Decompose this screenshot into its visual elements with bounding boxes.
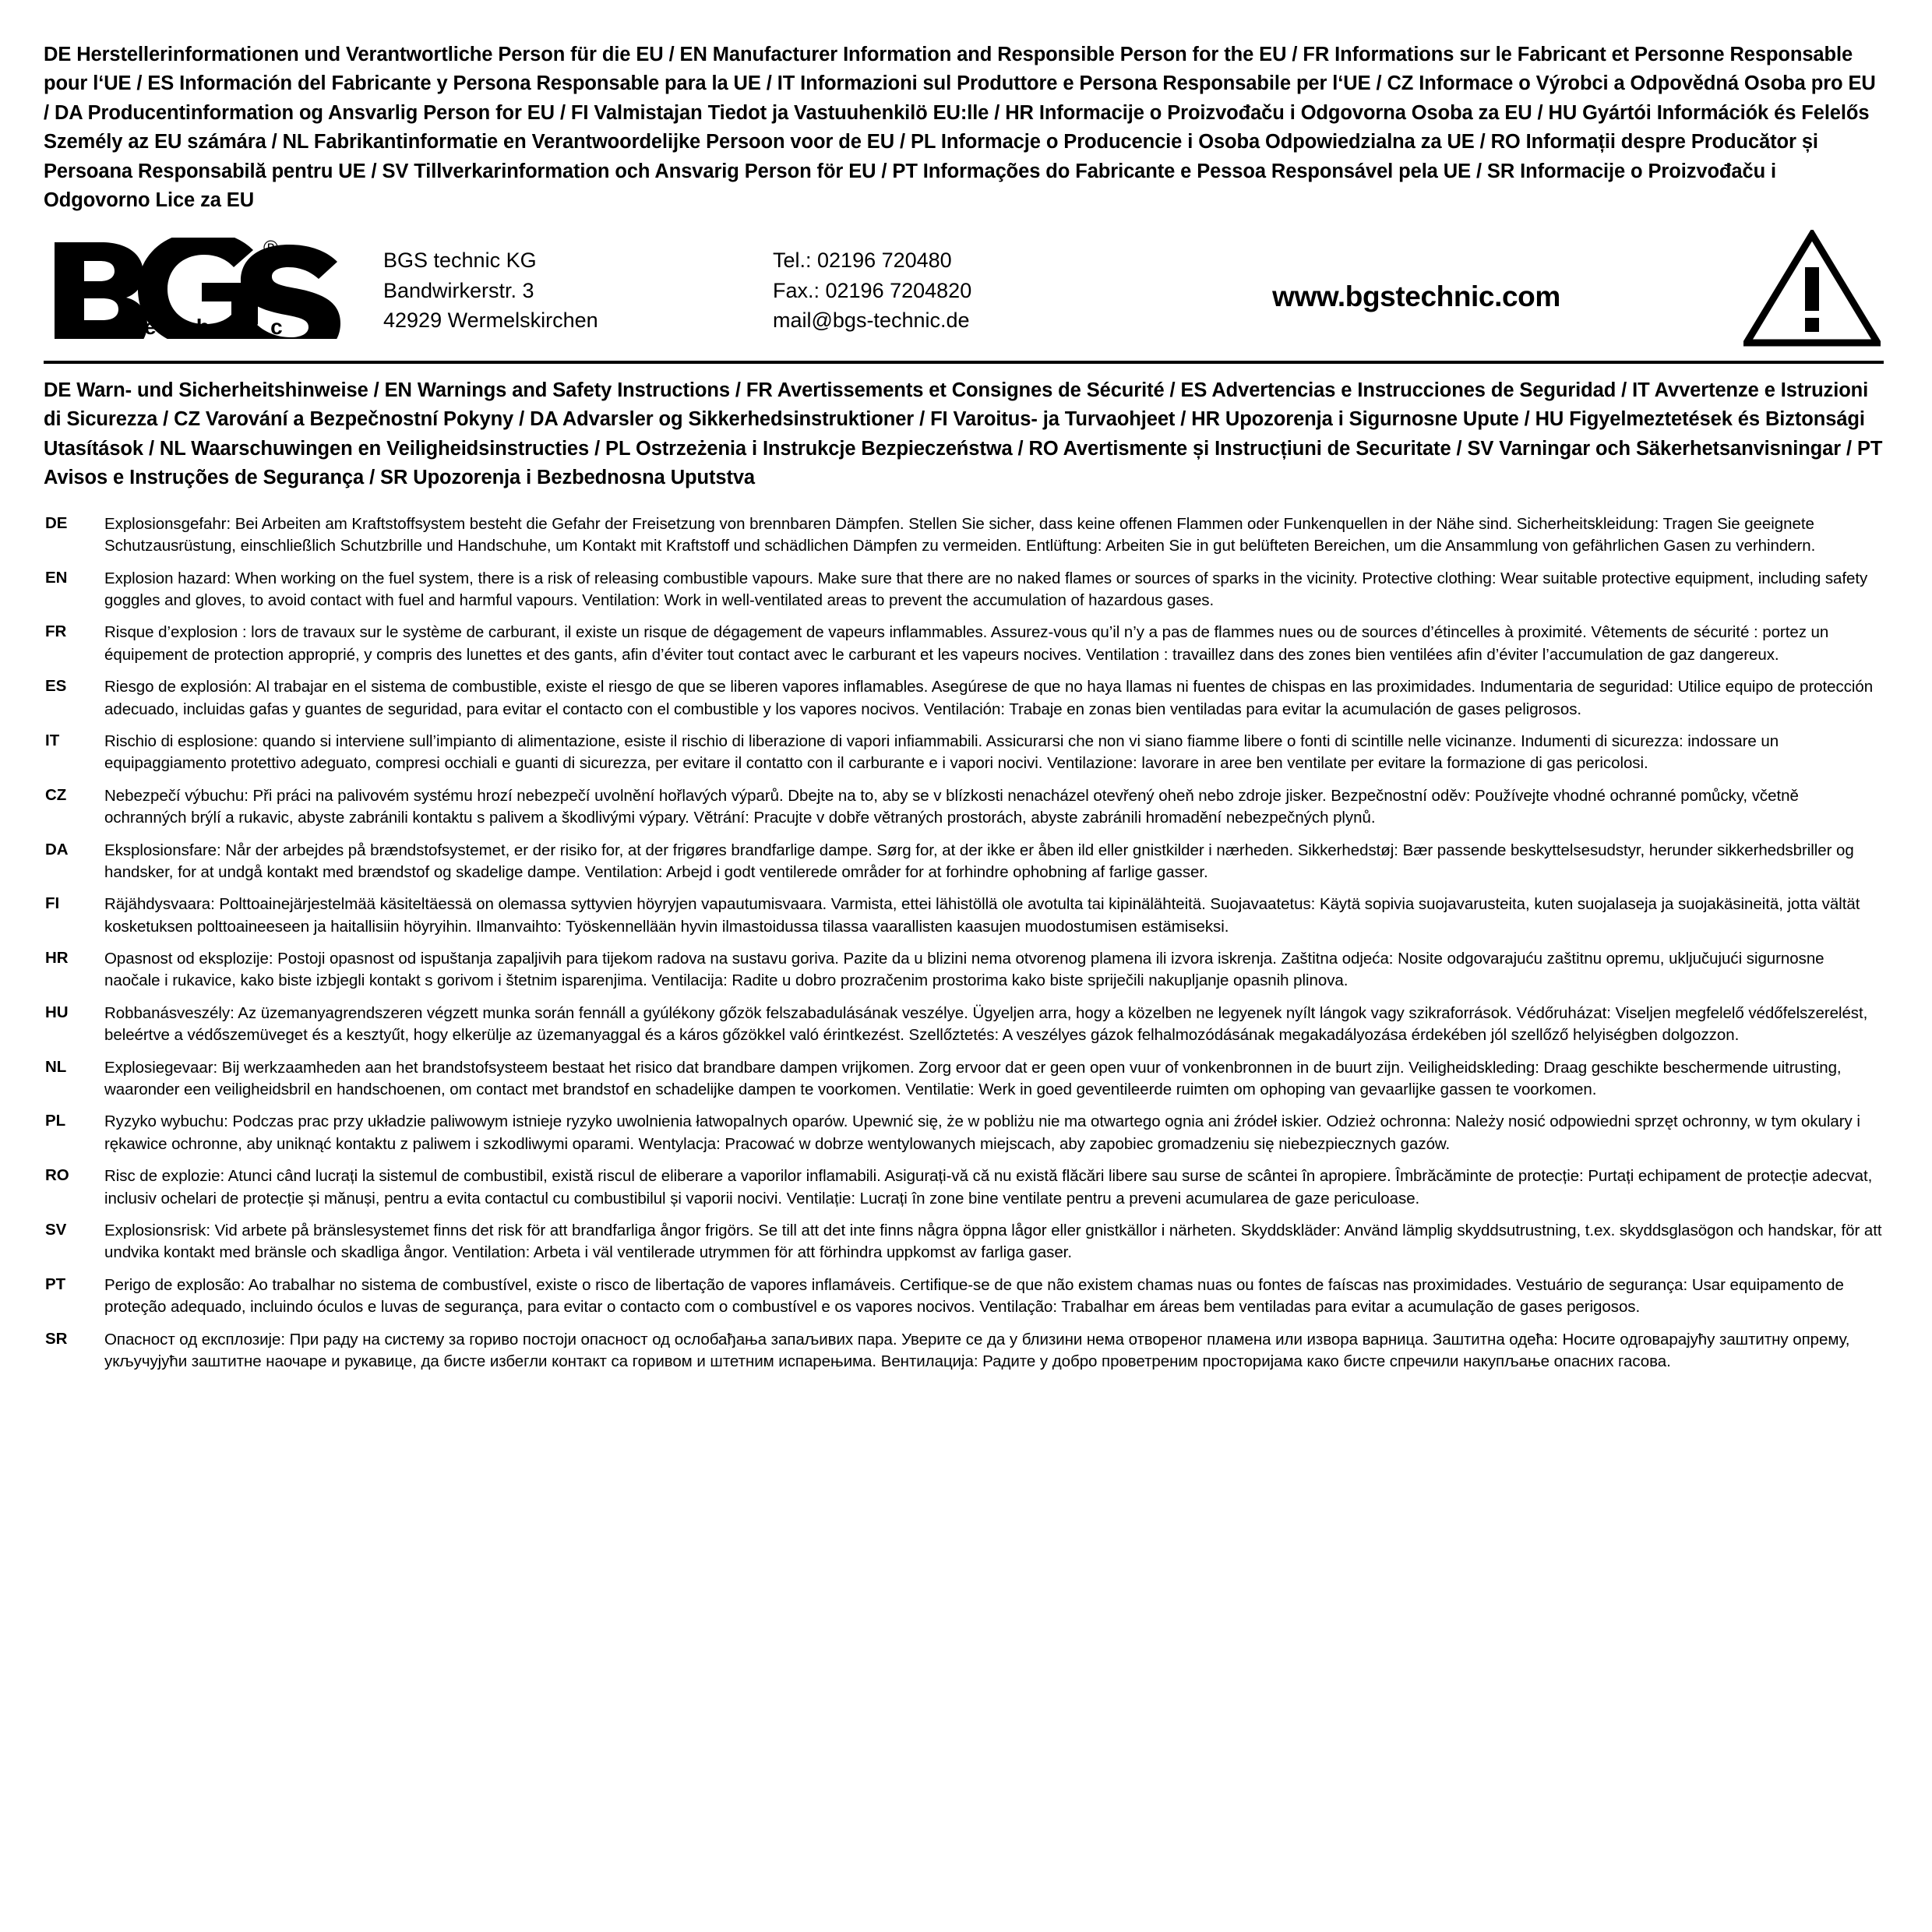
company-header-band [44,230,1884,364]
language-code: SV [45,1221,67,1239]
language-text: Riesgo de explosión: Al trabajar en el sistema de combustible, existe el riesgo de que se liberen vapores inflamables. Asegúrese de que no haya llamas ni fuentes de chispas en las proximidades. Indumentaria de seguridad: Utilice equipo de protección adecuado, incluidas gafas y guantes de seguridad, para evitar el contacto con el combustible y los vapores nocivos. Ventilación: Trabaje en zonas bien ventiladas para evitar la acumulación de gases peligrosos. [104,678,1874,718]
warning-triangle-svg [1743,230,1881,347]
logo-subtitle: t e c h n i c [123,314,287,339]
language-code: PT [45,1274,66,1293]
language-entries-list [44,513,1884,1373]
language-code: RO [45,1166,69,1185]
company-fax: Fax.: 02196 7204820 [773,278,972,302]
language-text: Explosionsgefahr: Bei Arbeiten am Kraftstoffsystem besteht die Gefahr der Freisetzung von brennbaren Dämpfen. Stellen Sie sicher, dass keine offenen Flammen oder Funkenquellen in der Nähe sind. Sicherheitskleidung: Tragen Sie geeignete Schutzausrüstung, einschließlich Schutzbrille und Handschuhe, um Kontakt mit Kraftstoff und schädlichen Dämpfen zu vermeiden. Entlüftung: Arbeiten Sie in gut belüfteten Bereichen, um die Ansammlung von gefährlichen Gasen zu verhindern. [104,514,1816,555]
company-street: Bandwirkerstr. 3 [383,278,534,302]
list-item [44,1274,1884,1319]
company-contact [773,241,1108,335]
language-code: FI [45,894,60,913]
list-item [44,948,1884,992]
language-text: Risc de explozie: Atunci când lucrați la sistemul de combustibil, există riscul de eliberare a vaporilor inflamabili. Asigurați-vă că nu există flăcări libere sau surse de scântei în apropiere. Îmbrăcăminte de protecție: Purtați echipament de protecție adecvat, inclusiv ochelari de protecție și mănuși, pentru a evita contactul cu combustibilul și vaporii nocivi. Ventilație: Lucrați în zone bine ventilate pentru a preveni acumularea de gaze periculoase. [104,1167,1873,1208]
language-text: Perigo de explosão: Ao trabalhar no sistema de combustível, existe o risco de libertação de vapores inflamáveis. Certifique-se de que não existem chamas nuas ou fontes de faíscas nas proximidades. Vestuário de segurança: Usar equipamento de proteção adequado, incluindo óculos e luvas de segurança, para evitar o contacto com o combustível e os vapores nocivos. Ventilação: Trabalhar em áreas bem ventiladas para evitar a acumulação de gases perigosos. [104,1275,1844,1317]
language-text: Explosion hazard: When working on the fuel system, there is a risk of releasing combustible vapours. Make sure that there are no naked flames or sources of sparks in the vicinity. Protective clothing: Wear suitable protective equipment, including safety goggles and gloves, to avoid contact with fuel and harmful vapours. Ventilation: Work in well-ventilated areas to prevent the accumulation of hazardous gases. [104,569,1868,610]
list-item [44,1057,1884,1102]
language-text: Rischio di esplosione: quando si interviene sull’impianto di alimentazione, esiste il rischio di liberazione di vapori infiammabili. Assicurarsi che non vi siano fiamme libere o fonti di scintille nelle vicinanze. Indumenti di sicurezza: indossare un equipaggiamento protettivo adeguato, compresi occhiali e guanti di sicurezza, per evitare il contatto con il carburante e i vapori nocivi. Ventilazione: lavorare in aree ben ventilate per evitare la formazione di gas pericolosi. [104,732,1779,773]
company-address [383,241,773,335]
language-text: Ryzyko wybuchu: Podczas prac przy układzie paliwowym istnieje ryzyko uwolnienia łatwopalnych oparów. Upewnić się, że w pobliżu nie ma otwartego ognia ani źródeł iskier. Odzież ochronna: Należy nosić odpowiedni sprzęt ochronny, w tym okulary i rękawice ochronne, aby uniknąć kontaktu z paliwem i szkodliwymi oparami. Wentylacja: Pracować w dobrze wentylowanych miejscach, aby zapobiec gromadzeniu się niebezpiecznych gazów. [104,1112,1860,1153]
list-item [44,785,1884,830]
language-code: HU [45,1003,69,1021]
bgs-logo-svg [48,238,375,339]
language-code: FR [45,622,67,641]
list-item [44,1111,1884,1155]
company-telephone: Tel.: 02196 720480 [773,249,952,273]
list-item [44,1165,1884,1210]
language-code: PL [45,1112,66,1130]
language-code: HR [45,949,69,968]
manufacturer-info-heading: DE Herstellerinformationen und Verantwortliche Person für die EU / EN Manufacturer Information and Responsible Person for the EU / FR Informations sur le Fabricant et Personne Responsable pour l‘UE / ES Información del Fabricante y Persona Responsable para la UE / IT Informazioni sul Produttore e Persona Responsabile per l‘UE / CZ Informace o Výrobci a Odpovědná Osoba pro EU / DA Producentinformation og Ansvarlig Person for EU / FI Valmistajan Tiedot ja Vastuuhenkilö EU:lle / HR Informacije o Proizvođaču i Odgovorna Osoba za EU / HU Gyártói Információk és Felelős Személy az EU számára / NL Fabrikantinformatie en Verantwoordelijke Persoon voor de EU / PL Informacje o Producencie i Osoba Odpowiedzialna za UE / RO Informații despre Producător și Persoana Responsabilă pentru UE / SV Tillverkarinformation och Ansvarig Person för EU / PT Informações do Fabricante e Pessoa Responsável pela UE / SR Informacije o Proizvođaču i Odgovorno Lice za EU [44,44,1876,212]
list-item [44,568,1884,612]
list-item [44,1003,1884,1047]
list-item [44,622,1884,666]
language-text: Explosiegevaar: Bij werkzaamheden aan het brandstofsysteem bestaat het risico dat brandbare dampen vrijkomen. Zorg ervoor dat er geen open vuur of vonkenbronnen in de buurt zijn. Veiligheidskleding: Draag geschikte beschermende uitrusting, waaronder een veiligheidsbril en handschoenen, om contact met brandstof en schadelijke dampen te voorkomen. Ventilatie: Werk in goed geventileerde ruimten om ophoping van gevaarlijke gassen te voorkomen. [104,1058,1842,1099]
list-item [44,513,1884,558]
language-code: EN [45,568,68,587]
safety-instructions-heading: DE Warn- und Sicherheitshinweise / EN Warnings and Safety Instructions / FR Avertissements et Consignes de Sécurité / ES Advertencias e Instrucciones de Seguridad / IT Avvertenze e Istruzioni di Sicurezza / CZ Varování a Bezpečnostní Pokyny / DA Advarsler og Sikkerhedsinstruktioner / FI Varoitus- ja Turvaohjeet / HR Upozorenja i Sigurnosne Upute / HU Figyelmeztetések és Biztonsági Utasítások / NL Waarschuwingen en Veiligheidsinstructies / PL Ostrzeżenia i Instrukcje Bezpieczeństwa / RO Avertismente și Instrucțiuni de Securitate / SV Varningar och Säkerhetsanvisningar / PT Avisos e Instruções de Segurança / SR Upozorenja i Bezbednosna Uputstva [44,379,1883,489]
language-text: Robbanásveszély: Az üzemanyagrendszeren végzett munka során fennáll a gyúlékony gőzök felszabadulásának veszélye. Ügyeljen arra, hogy a közelben ne legyenek nyílt lángok vagy szikraforrások. Védőruházat: Viseljen megfelelő védőfelszerelést, beleértve a védőszemüveget és a kesztyűt, hogy elkerülje az üzemanyaggal és a káros gőzökkel való érintkezést. Szellőztetés: A veszélyes gázok felhalmozódásának megakadályozása érdekében jól szellőző helyiségben dolgozzon. [104,1003,1868,1045]
language-code: DA [45,840,69,858]
warning-triangle-icon [1725,230,1884,347]
language-text: Räjähdysvaara: Polttoainejärjestelmää käsiteltäessä on olemassa syttyvien höyryjen vapautumisvaara. Varmista, ettei lähistöllä ole avotulta tai kipinälähteitä. Suojavaatetus: Käytä sopivia suojavarusteita, kuten suojalaseja ja suojakäsineitä, jotta vältät kosketuksen polttoaineeseen ja haitallisiin höyryihin. Ilmanvaihto: Työskennellään hyvin ilmastoidussa tilassa vaarallisten kaasujen muodostumisen estämiseksi. [104,895,1860,936]
list-item [44,894,1884,938]
language-code: DE [45,513,68,532]
registered-mark: ® [263,237,279,259]
language-text: Nebezpečí výbuchu: Při práci na palivovém systému hrozí nebezpečí uvolnění hořlavých výparů. Dbejte na to, aby se v blízkosti nenacházel otevřený oheň nebo zdroje jisker. Bezpečnostní oděv: Používejte vhodné ochranné pomůcky, včetně ochranných brýlí a rukavic, abyste zabránili kontaktu s palivem a škodlivými výpary. Větrání: Pracujte v dobře větraných prostorách, abyste zabránili hromadění nebezpečných plynů. [104,786,1799,827]
language-code: SR [45,1329,68,1348]
language-code: CZ [45,785,67,804]
language-text: Опасност од експлозије: При раду на систему за гориво постоји опасност од ослобађања запаљивих пара. Уверите се да у близини нема отвореног пламена или извора варница. Заштитна одећа: Носите одговарајућу заштитну опрему, укључујући заштитне наочаре и рукавице, да бисте избегли контакт са горивом и штетним испарењима. Вентилација: Радите у добро проветреним просторијама како бисте спречили накупљање опасних гасова. [104,1330,1850,1370]
list-item [44,1220,1884,1264]
language-code: ES [45,677,67,696]
company-website: www.bgstechnic.com [1272,280,1560,312]
language-code: IT [45,731,60,749]
list-item [44,731,1884,775]
language-text: Eksplosionsfare: Når der arbejdes på brændstofsystemet, er der risiko for, at der frigøres brandfarlige dampe. Sørg for, at der ikke er åben ild eller gnistkilder i nærheden. Sikkerhedstøj: Bær passende beskyttelsesudstyr, herunder sikkerhedsbriller og handsker, for at undgå kontakt med brændstof og skadelige dampe. Ventilation: Arbejd i godt ventilerede områder for at forhindre ophobning af farlige gasser. [104,841,1854,881]
language-text: Opasnost od eksplozije: Postoji opasnost od ispuštanja zapaljivih para tijekom radova na sustavu goriva. Pazite da u blizini nema otvorenog plamena ili izvora iskrenja. Zaštitna odjeća: Nosite odgovarajuću zaštitnu opremu, uključujući sigurnosne naočale i rukavice, kako biste izbjegli kontakt s gorivom i štetnim isparenjima. Ventilacija: Radite u dobro prozračenim prostorima kako biste spriječili nakupljanje opasnih plinova. [104,950,1824,990]
list-item [44,1329,1884,1373]
company-city: 42929 Wermelskirchen [383,308,598,333]
language-code: NL [45,1057,67,1076]
language-text: Risque d’explosion : lors de travaux sur le système de carburant, il existe un risque de dégagement de vapeurs inflammables. Assurez-vous qu’il n’y a pas de flammes nues ou de sources d’étincelles à proximité. Vêtements de sécurité : portez un équipement de protection approprié, y compris des lunettes et des gants, afin d’éviter tout contact avec le carburant et les vapeurs nocives. Ventilation : travaillez dans des zones bien ventilées afin d’éviter l’accumulation de gaz dangereux. [104,623,1829,664]
list-item [44,676,1884,721]
list-item [44,840,1884,884]
language-text: Explosionsrisk: Vid arbete på bränslesystemet finns det risk för att brandfarliga ångor frigörs. Se till att det inte finns några öppna lågor eller gnistkällor i närheten. Skyddskläder: Använd lämplig skyddsutrustning, t.ex. skyddsglasögon och handskar, för att undvika kontakt med bränsle och skadliga ångor. Ventilation: Arbeta i väl ventilerade utrymmen för att förhindra uppkomst av farliga gaser. [104,1222,1882,1262]
company-name: BGS technic KG [383,249,537,273]
company-email: mail@bgs-technic.de [773,308,970,333]
bgs-logo [44,238,383,339]
